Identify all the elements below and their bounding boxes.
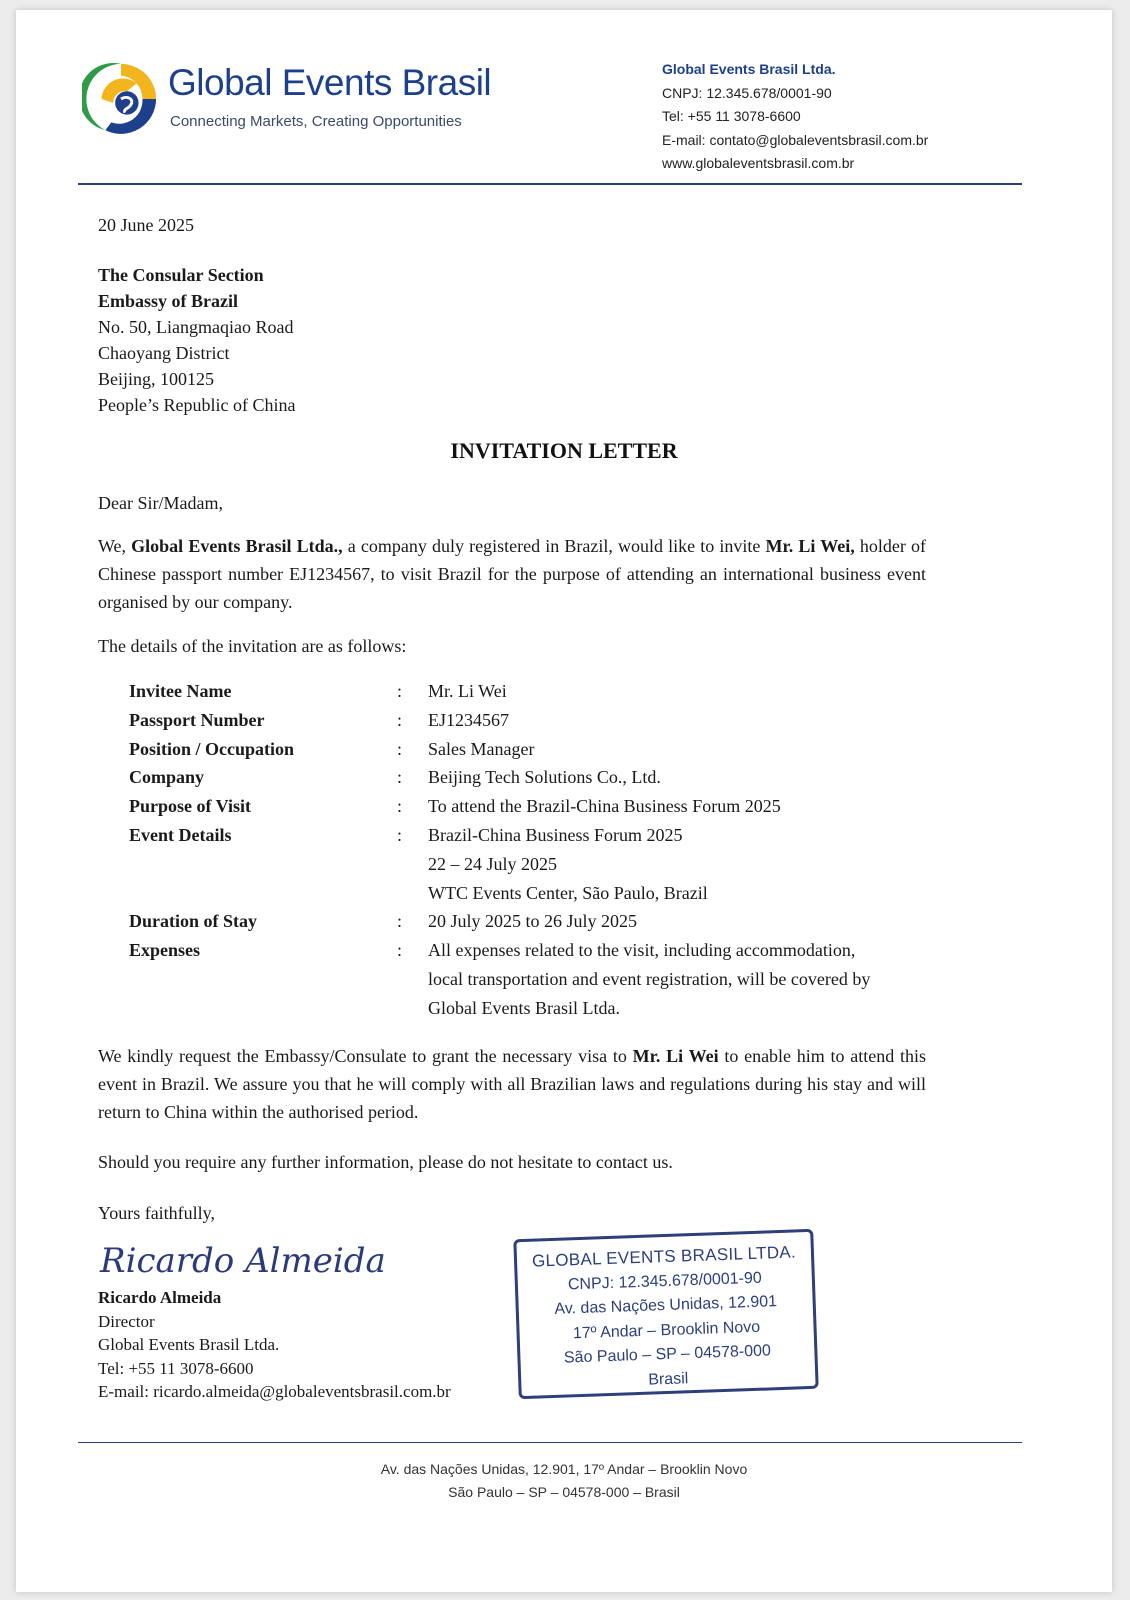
recipient-line-6: People’s Republic of China xyxy=(98,395,296,415)
p1-text-1: We, xyxy=(98,536,132,556)
footer-address xyxy=(16,1458,1112,1504)
event-name: Brazil-China Business Forum 2025 xyxy=(428,824,683,845)
detail-label: Purpose of Visit xyxy=(129,796,252,817)
p3-invitee-bold: Mr. Li Wei xyxy=(632,1046,719,1066)
signer-block xyxy=(98,1286,451,1404)
p1-text-3: holder of Chinese passport number EJ1234567, to visit Brazil for the purpose of attending an international business event organised by our company. xyxy=(98,536,926,612)
recipient-line-1: The Consular Section xyxy=(98,265,264,285)
detail-colon: : xyxy=(397,767,403,788)
invitation-details-table xyxy=(129,677,929,1023)
detail-colon: : xyxy=(397,911,403,932)
recipient-line-2: Embassy of Brazil xyxy=(98,291,239,311)
stamp-line: Av. das Nações Unidas, 12.901 xyxy=(554,1293,778,1318)
detail-row-purpose xyxy=(129,792,929,821)
detail-label: Passport Number xyxy=(129,709,265,730)
stamp-line: CNPJ: 12.345.678/0001-90 xyxy=(567,1269,763,1293)
detail-row-duration xyxy=(129,907,929,936)
closing: Yours faithfully, xyxy=(98,1203,216,1223)
detail-label: Position / Occupation xyxy=(129,738,295,759)
header-email: E-mail: contato@globaleventsbrasil.com.br xyxy=(662,131,929,148)
signer-email: E-mail: ricardo.almeida@globaleventsbrasil.com.br xyxy=(98,1382,451,1401)
detail-row-company xyxy=(129,763,929,792)
footer-line-2: São Paulo – SP – 04578-000 – Brasil xyxy=(448,1484,680,1500)
header-website: www.globaleventsbrasil.com.br xyxy=(662,155,855,171)
paragraph-contact: Should you require any further information, please do not hesitate to contact us. xyxy=(98,1152,673,1172)
stamp-line: 17º Andar – Brooklin Novo xyxy=(572,1318,761,1342)
detail-row-event xyxy=(129,821,929,907)
brand-tagline: Connecting Markets, Creating Opportunities xyxy=(170,113,462,130)
detail-colon: : xyxy=(397,709,403,730)
paragraph-visa-request xyxy=(98,1042,926,1126)
p1-company-bold: Global Events Brasil Ltda., xyxy=(131,536,343,556)
event-venue: WTC Events Center, São Paulo, Brazil xyxy=(428,882,708,903)
footer-line-1: Av. das Nações Unidas, 12.901, 17º Andar – Brooklin Novo xyxy=(380,1461,748,1477)
header-cnpj: CNPJ: 12.345.678/0001-90 xyxy=(662,84,832,101)
detail-label: Event Details xyxy=(129,824,232,845)
detail-value: Mr. Li Wei xyxy=(428,681,507,701)
company-stamp xyxy=(513,1229,818,1399)
header-company-name: Global Events Brasil Ltda. xyxy=(662,61,836,77)
detail-row-expenses xyxy=(129,936,929,1022)
detail-row-position xyxy=(129,735,929,764)
company-logo-icon xyxy=(82,60,160,138)
detail-value xyxy=(428,936,929,1022)
detail-colon: : xyxy=(397,940,403,961)
signer-role: Director xyxy=(98,1311,155,1331)
letter-title: INVITATION LETTER xyxy=(450,438,678,463)
company-contact-block xyxy=(662,58,928,176)
header-tel: Tel: +55 11 3078-6600 xyxy=(662,108,801,124)
paragraph-details-intro: The details of the invitation are as follows: xyxy=(98,636,407,656)
detail-label: Duration of Stay xyxy=(129,911,258,932)
detail-row-passport xyxy=(129,706,929,735)
detail-row-invitee xyxy=(129,677,929,706)
detail-label: Invitee Name xyxy=(129,681,232,701)
recipient-line-4: Chaoyang District xyxy=(98,343,230,363)
expenses-line: All expenses related to the visit, including accommodation, xyxy=(428,940,856,961)
p3-text-1: We kindly request the Embassy/Consulate to grant the necessary visa to xyxy=(98,1046,633,1066)
letter-page xyxy=(16,10,1112,1592)
letter-date: 20 June 2025 xyxy=(98,215,194,235)
p3-text-2: to enable him to attend this event in Brazil. We assure you that he will comply with all Brazilian laws and regulations during his stay and will return to China within the authorised period. xyxy=(98,1046,926,1122)
recipient-line-3: No. 50, Liangmaqiao Road xyxy=(98,317,294,337)
detail-colon: : xyxy=(397,738,403,759)
p1-text-2: a company duly registered in Brazil, would like to invite xyxy=(342,536,766,556)
detail-value: Beijing Tech Solutions Co., Ltd. xyxy=(428,767,661,788)
paragraph-intro xyxy=(98,532,926,616)
detail-label: Expenses xyxy=(129,940,201,961)
signer-name: Ricardo Almeida xyxy=(98,1288,222,1307)
detail-value: To attend the Brazil-China Business Forum 2025 xyxy=(428,796,781,817)
p1-invitee-bold: Mr. Li Wei, xyxy=(765,536,855,556)
detail-value: EJ1234567 xyxy=(428,709,509,730)
recipient-line-5: Beijing, 100125 xyxy=(98,369,214,389)
stamp-line: São Paulo – SP – 04578-000 xyxy=(563,1342,772,1367)
signature-script: Ricardo Almeida xyxy=(100,1241,386,1281)
detail-value: Sales Manager xyxy=(428,738,535,759)
expenses-line: Global Events Brasil Ltda. xyxy=(428,997,620,1018)
header-divider xyxy=(78,183,1022,185)
recipient-address xyxy=(98,262,295,418)
detail-colon: : xyxy=(397,796,403,817)
signer-tel: Tel: +55 11 3078-6600 xyxy=(98,1358,254,1378)
detail-colon: : xyxy=(397,681,403,701)
footer-divider xyxy=(78,1442,1022,1443)
stamp-line: GLOBAL EVENTS BRASIL LTDA. xyxy=(531,1242,797,1271)
detail-value: 20 July 2025 to 26 July 2025 xyxy=(428,911,638,932)
expenses-line: local transportation and event registration, will be covered by xyxy=(428,968,871,989)
greeting: Dear Sir/Madam, xyxy=(98,493,223,513)
stamp-line: Brasil xyxy=(647,1369,689,1389)
handwritten-signature xyxy=(96,1234,386,1284)
detail-label: Company xyxy=(129,767,205,788)
signer-company: Global Events Brasil Ltda. xyxy=(98,1335,280,1354)
event-dates: 22 – 24 July 2025 xyxy=(428,853,558,874)
detail-colon: : xyxy=(397,824,403,845)
brand-name: Global Events Brasil xyxy=(168,62,492,103)
detail-value xyxy=(428,821,929,907)
